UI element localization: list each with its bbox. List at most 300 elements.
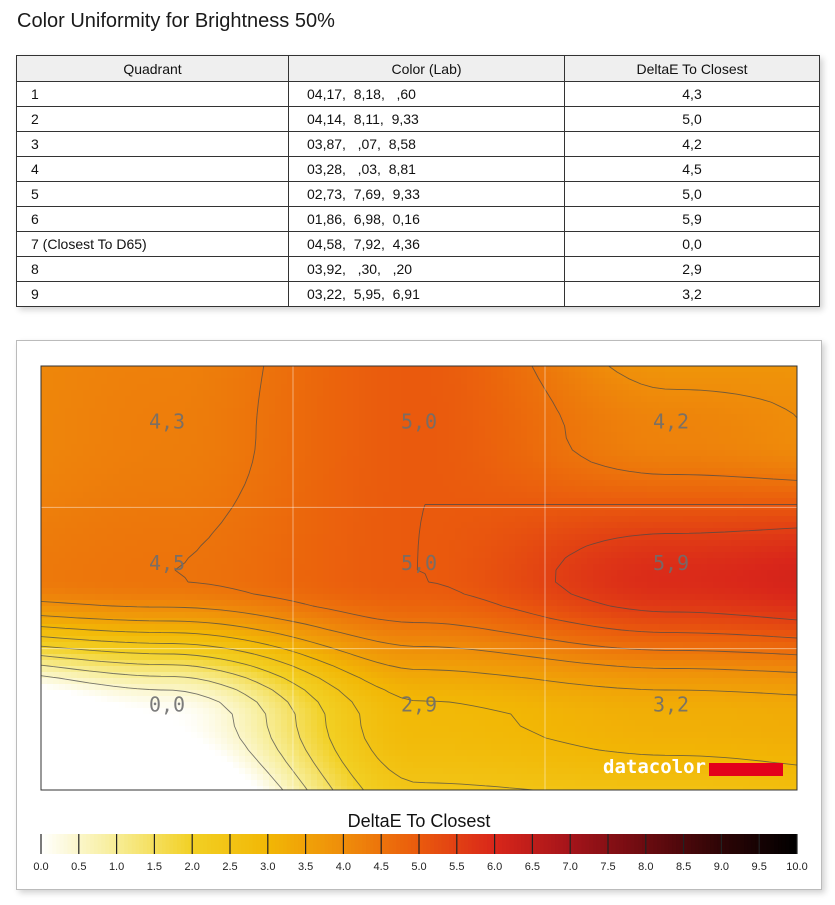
heatmap-pixel (593, 552, 600, 559)
heatmap-pixel (233, 462, 240, 469)
heatmap-pixel (515, 372, 522, 379)
heatmap-pixel (383, 486, 390, 493)
heatmap-pixel (293, 396, 300, 403)
heatmap-pixel (245, 396, 252, 403)
heatmap-pixel (89, 396, 96, 403)
heatmap-pixel (137, 564, 144, 571)
heatmap-pixel (179, 492, 186, 499)
heatmap-pixel (605, 390, 612, 397)
heatmap-pixel (41, 450, 48, 457)
heatmap-pixel (707, 588, 714, 595)
heatmap-pixel (743, 516, 750, 523)
heatmap-pixel (581, 384, 588, 391)
heatmap-pixel (269, 444, 276, 451)
heatmap-pixel (443, 498, 450, 505)
heatmap-pixel (143, 444, 150, 451)
heatmap-pixel (77, 594, 84, 601)
heatmap-pixel (197, 588, 204, 595)
heatmap-pixel (707, 420, 714, 427)
heatmap-pixel (41, 558, 48, 565)
heatmap-pixel (503, 378, 510, 385)
heatmap-pixel (41, 510, 48, 517)
heatmap-pixel (563, 576, 570, 583)
heatmap-pixel (179, 522, 186, 529)
heatmap-pixel (545, 492, 552, 499)
heatmap-pixel (731, 426, 738, 433)
heatmap-pixel (275, 516, 282, 523)
heatmap-pixel (593, 588, 600, 595)
heatmap-pixel (563, 570, 570, 577)
uniformity-table (16, 55, 820, 307)
heatmap-pixel (569, 558, 576, 565)
heatmap-pixel (785, 426, 792, 433)
heatmap-pixel (89, 462, 96, 469)
heatmap-pixel (779, 468, 786, 475)
heatmap-pixel (401, 528, 408, 535)
heatmap-pixel (479, 396, 486, 403)
heatmap-pixel (275, 426, 282, 433)
heatmap-pixel (95, 516, 102, 523)
heatmap-pixel (299, 546, 306, 553)
heatmap-pixel (389, 396, 396, 403)
heatmap-pixel (743, 486, 750, 493)
heatmap-pixel (179, 456, 186, 463)
heatmap-pixel (587, 564, 594, 571)
heatmap-pixel (719, 588, 726, 595)
heatmap-pixel (269, 486, 276, 493)
heatmap-pixel (71, 426, 78, 433)
heatmap-pixel (755, 510, 762, 517)
heatmap-pixel (83, 414, 90, 421)
heatmap-pixel (71, 420, 78, 427)
heatmap-pixel (719, 390, 726, 397)
heatmap-pixel (533, 594, 540, 601)
heatmap-pixel (551, 456, 558, 463)
heatmap-pixel (401, 456, 408, 463)
heatmap-pixel (479, 390, 486, 397)
heatmap-pixel (575, 426, 582, 433)
heatmap-pixel (779, 558, 786, 565)
heatmap-pixel (641, 528, 648, 535)
heatmap-pixel (119, 486, 126, 493)
heatmap-pixel (353, 462, 360, 469)
heatmap-pixel (107, 564, 114, 571)
heatmap-pixel (89, 576, 96, 583)
heatmap-pixel (593, 474, 600, 481)
heatmap-pixel (119, 564, 126, 571)
heatmap-pixel (497, 384, 504, 391)
heatmap-pixel (743, 594, 750, 601)
heatmap-pixel (641, 588, 648, 595)
heatmap-pixel (221, 414, 228, 421)
heatmap-pixel (335, 462, 342, 469)
heatmap-pixel (293, 402, 300, 409)
heatmap-pixel (443, 516, 450, 523)
heatmap-pixel (659, 438, 666, 445)
heatmap-pixel (593, 444, 600, 451)
heatmap-pixel (557, 396, 564, 403)
heatmap-pixel (263, 546, 270, 553)
heatmap-pixel (431, 390, 438, 397)
heatmap-pixel (65, 582, 72, 589)
heatmap-pixel (443, 390, 450, 397)
heatmap-pixel (137, 384, 144, 391)
heatmap-pixel (215, 426, 222, 433)
heatmap-pixel (623, 402, 630, 409)
heatmap-pixel (65, 558, 72, 565)
heatmap-pixel (353, 588, 360, 595)
heatmap-pixel (263, 486, 270, 493)
heatmap-pixel (263, 372, 270, 379)
heatmap-pixel (611, 564, 618, 571)
heatmap-pixel (599, 576, 606, 583)
heatmap-pixel (713, 426, 720, 433)
heatmap-pixel (59, 378, 66, 385)
heatmap-pixel (95, 438, 102, 445)
heatmap-pixel (185, 408, 192, 415)
heatmap-pixel (647, 498, 654, 505)
heatmap-pixel (659, 594, 666, 601)
heatmap-pixel (515, 420, 522, 427)
heatmap-pixel (233, 402, 240, 409)
heatmap-pixel (251, 468, 258, 475)
heatmap-pixel (269, 366, 276, 373)
heatmap-pixel (491, 402, 498, 409)
heatmap-pixel (533, 372, 540, 379)
heatmap-pixel (347, 564, 354, 571)
heatmap-pixel (107, 414, 114, 421)
heatmap-pixel (575, 438, 582, 445)
heatmap-pixel (545, 522, 552, 529)
heatmap-pixel (557, 528, 564, 535)
heatmap-pixel (227, 522, 234, 529)
heatmap-pixel (173, 576, 180, 583)
heatmap-pixel (737, 546, 744, 553)
heatmap-pixel (677, 588, 684, 595)
heatmap-pixel (203, 366, 210, 373)
heatmap-pixel (707, 432, 714, 439)
heatmap-pixel (545, 372, 552, 379)
heatmap-pixel (383, 480, 390, 487)
heatmap-pixel (161, 366, 168, 373)
heatmap-pixel (437, 564, 444, 571)
heatmap-pixel (473, 462, 480, 469)
heatmap-pixel (407, 594, 414, 601)
heatmap-pixel (737, 510, 744, 517)
heatmap-pixel (749, 414, 756, 421)
heatmap-pixel (239, 558, 246, 565)
heatmap-pixel (71, 558, 78, 565)
heatmap-pixel (575, 366, 582, 373)
heatmap-pixel (563, 486, 570, 493)
heatmap-pixel (47, 372, 54, 379)
heatmap-pixel (131, 528, 138, 535)
heatmap-pixel (695, 420, 702, 427)
heatmap-pixel (545, 432, 552, 439)
heatmap-pixel (329, 426, 336, 433)
heatmap-pixel (443, 402, 450, 409)
heatmap-pixel (299, 564, 306, 571)
heatmap-pixel (755, 576, 762, 583)
heatmap-pixel (395, 582, 402, 589)
heatmap-pixel (401, 438, 408, 445)
heatmap-pixel (629, 534, 636, 541)
heatmap-pixel (431, 492, 438, 499)
heatmap-pixel (437, 468, 444, 475)
heatmap-pixel (305, 420, 312, 427)
heatmap-pixel (161, 438, 168, 445)
heatmap-pixel (149, 390, 156, 397)
heatmap-pixel (191, 570, 198, 577)
heatmap-pixel (269, 522, 276, 529)
heatmap-pixel (617, 426, 624, 433)
heatmap-pixel (251, 456, 258, 463)
heatmap-pixel (365, 468, 372, 475)
heatmap-pixel (533, 438, 540, 445)
heatmap-pixel (371, 564, 378, 571)
heatmap-pixel (53, 480, 60, 487)
heatmap-pixel (713, 438, 720, 445)
heatmap-pixel (407, 582, 414, 589)
heatmap-pixel (377, 408, 384, 415)
heatmap-pixel (425, 540, 432, 547)
heatmap-pixel (71, 528, 78, 535)
heatmap-pixel (731, 540, 738, 547)
heatmap-pixel (347, 588, 354, 595)
heatmap-pixel (41, 480, 48, 487)
heatmap-pixel (569, 378, 576, 385)
heatmap-pixel (353, 444, 360, 451)
heatmap-pixel (215, 486, 222, 493)
heatmap-pixel (491, 570, 498, 577)
heatmap-pixel (521, 522, 528, 529)
heatmap-pixel (617, 414, 624, 421)
heatmap-pixel (545, 408, 552, 415)
heatmap-pixel (767, 366, 774, 373)
heatmap-pixel (605, 558, 612, 565)
heatmap-pixel (647, 438, 654, 445)
heatmap-pixel (275, 378, 282, 385)
heatmap-pixel (647, 402, 654, 409)
heatmap-pixel (185, 402, 192, 409)
heatmap-pixel (305, 468, 312, 475)
heatmap-pixel (773, 456, 780, 463)
heatmap-pixel (335, 432, 342, 439)
heatmap-pixel (107, 594, 114, 601)
heatmap-pixel (605, 588, 612, 595)
heatmap-pixel (785, 438, 792, 445)
heatmap-pixel (203, 390, 210, 397)
heatmap-pixel (683, 540, 690, 547)
heatmap-pixel (659, 456, 666, 463)
heatmap-pixel (305, 552, 312, 559)
heatmap-pixel (635, 516, 642, 523)
heatmap-pixel (41, 570, 48, 577)
heatmap-pixel (167, 474, 174, 481)
heatmap-pixel (473, 396, 480, 403)
heatmap-pixel (119, 600, 126, 607)
heatmap-pixel (227, 480, 234, 487)
heatmap-pixel (47, 552, 54, 559)
heatmap-pixel (773, 498, 780, 505)
heatmap-pixel (395, 390, 402, 397)
heatmap-pixel (653, 378, 660, 385)
heatmap-pixel (119, 384, 126, 391)
heatmap-pixel (761, 474, 768, 481)
heatmap-pixel (275, 600, 282, 607)
heatmap-pixel (425, 486, 432, 493)
heatmap-pixel (383, 474, 390, 481)
heatmap-pixel (131, 582, 138, 589)
heatmap-pixel (377, 534, 384, 541)
heatmap-pixel (245, 552, 252, 559)
heatmap-pixel (389, 468, 396, 475)
heatmap-pixel (395, 366, 402, 373)
heatmap-pixel (365, 510, 372, 517)
heatmap-pixel (317, 498, 324, 505)
heatmap-pixel (473, 438, 480, 445)
heatmap-pixel (407, 438, 414, 445)
table-header-row (17, 56, 820, 82)
heatmap-pixel (359, 516, 366, 523)
heatmap-pixel (113, 462, 120, 469)
heatmap-pixel (515, 366, 522, 373)
heatmap-pixel (545, 486, 552, 493)
heatmap-pixel (497, 444, 504, 451)
heatmap-pixel (83, 432, 90, 439)
heatmap-pixel (113, 510, 120, 517)
heatmap-pixel (455, 558, 462, 565)
heatmap-pixel (587, 534, 594, 541)
heatmap-pixel (77, 480, 84, 487)
column-header-deltae: DeltaE To Closest (565, 56, 820, 82)
heatmap-pixel (629, 462, 636, 469)
heatmap-pixel (353, 450, 360, 457)
heatmap-pixel (707, 366, 714, 373)
heatmap-pixel (335, 588, 342, 595)
heatmap-pixel (569, 390, 576, 397)
heatmap-pixel (209, 486, 216, 493)
heatmap-pixel (263, 480, 270, 487)
heatmap-pixel (659, 402, 666, 409)
heatmap-pixel (785, 534, 792, 541)
heatmap-pixel (173, 600, 180, 607)
heatmap-pixel (665, 468, 672, 475)
heatmap-pixel (371, 510, 378, 517)
heatmap-pixel (635, 582, 642, 589)
heatmap-pixel (185, 444, 192, 451)
heatmap-pixel (707, 468, 714, 475)
heatmap-pixel (257, 558, 264, 565)
heatmap-pixel (365, 588, 372, 595)
heatmap-pixel (563, 468, 570, 475)
heatmap-pixel (329, 480, 336, 487)
heatmap-pixel (773, 558, 780, 565)
heatmap-pixel (275, 420, 282, 427)
heatmap-pixel (449, 396, 456, 403)
heatmap-pixel (599, 498, 606, 505)
heatmap-pixel (617, 474, 624, 481)
heatmap-pixel (107, 438, 114, 445)
heatmap-pixel (329, 558, 336, 565)
heatmap-pixel (665, 594, 672, 601)
heatmap-pixel (725, 510, 732, 517)
heatmap-pixel (593, 468, 600, 475)
heatmap-pixel (563, 534, 570, 541)
heatmap-pixel (95, 498, 102, 505)
heatmap-pixel (89, 486, 96, 493)
heatmap-pixel (677, 498, 684, 505)
heatmap-pixel (455, 534, 462, 541)
heatmap-pixel (515, 402, 522, 409)
heatmap-pixel (323, 486, 330, 493)
heatmap-pixel (53, 420, 60, 427)
heatmap-pixel (737, 378, 744, 385)
heatmap-pixel (749, 510, 756, 517)
heatmap-pixel (125, 522, 132, 529)
heatmap-pixel (281, 372, 288, 379)
heatmap-pixel (221, 558, 228, 565)
heatmap-pixel (353, 534, 360, 541)
heatmap-pixel (617, 582, 624, 589)
heatmap-pixel (143, 594, 150, 601)
heatmap-pixel (503, 534, 510, 541)
heatmap-pixel (335, 414, 342, 421)
heatmap-pixel (311, 510, 318, 517)
heatmap-pixel (485, 432, 492, 439)
heatmap-pixel (701, 498, 708, 505)
heatmap-pixel (329, 450, 336, 457)
heatmap-pixel (329, 468, 336, 475)
heatmap-pixel (389, 456, 396, 463)
heatmap-pixel (731, 408, 738, 415)
heatmap-pixel (527, 408, 534, 415)
heatmap-pixel (197, 492, 204, 499)
heatmap-pixel (491, 522, 498, 529)
heatmap-pixel (479, 378, 486, 385)
heatmap-pixel (443, 378, 450, 385)
heatmap-pixel (761, 372, 768, 379)
heatmap-pixel (653, 480, 660, 487)
heatmap-pixel (65, 384, 72, 391)
heatmap-pixel (227, 366, 234, 373)
heatmap-pixel (329, 408, 336, 415)
heatmap-pixel (659, 372, 666, 379)
heatmap-pixel (701, 462, 708, 469)
heatmap-pixel (125, 444, 132, 451)
heatmap-pixel (311, 414, 318, 421)
heatmap-pixel (491, 426, 498, 433)
heatmap-pixel (89, 528, 96, 535)
heatmap-pixel (197, 468, 204, 475)
heatmap-pixel (455, 438, 462, 445)
heatmap-pixel (89, 594, 96, 601)
heatmap-pixel (221, 468, 228, 475)
heatmap-pixel (59, 432, 66, 439)
heatmap-pixel (389, 384, 396, 391)
heatmap-pixel (521, 534, 528, 541)
heatmap-pixel (257, 468, 264, 475)
heatmap-pixel (89, 456, 96, 463)
heatmap-pixel (227, 432, 234, 439)
heatmap-pixel (257, 600, 264, 607)
heatmap-pixel (281, 522, 288, 529)
heatmap-pixel (677, 480, 684, 487)
heatmap-pixel (59, 450, 66, 457)
heatmap-pixel (227, 462, 234, 469)
heatmap-pixel (635, 486, 642, 493)
heatmap-pixel (221, 474, 228, 481)
